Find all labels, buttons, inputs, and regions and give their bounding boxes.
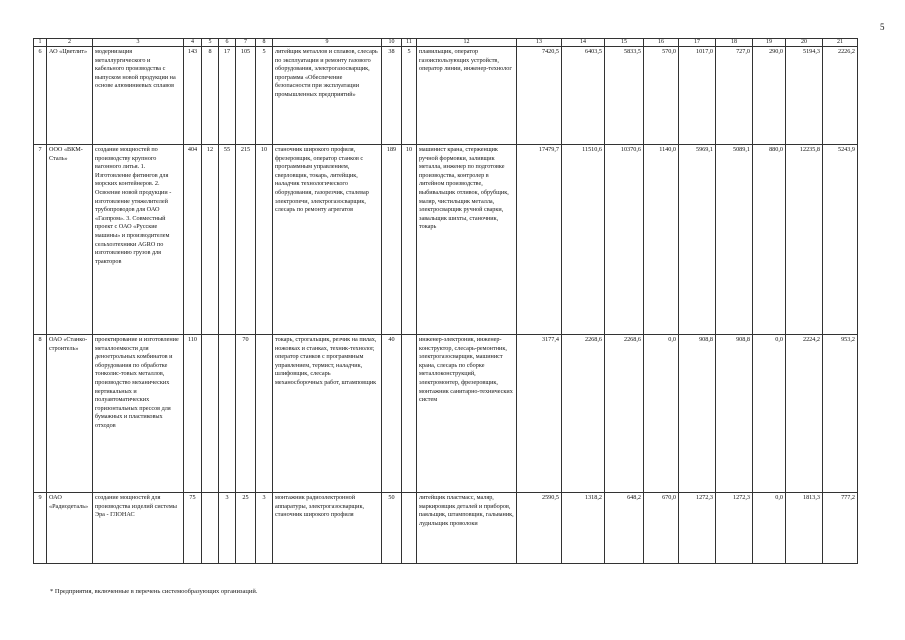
cell-c5: 12 <box>202 145 219 335</box>
cell-c15: 2268,6 <box>605 335 644 493</box>
cell-c8: 3 <box>256 493 273 564</box>
row-number: 6 <box>34 47 47 145</box>
column-header: 19 <box>753 39 786 47</box>
column-header: 8 <box>256 39 273 47</box>
cell-c21: 777,2 <box>823 493 858 564</box>
cell-c13: 2590,5 <box>517 493 562 564</box>
project-description: модернизация металлургического и кабельного производства с выпуском новой продукции на основе алюминиевых сплавов <box>93 47 184 145</box>
organization-name: ОАО «Радиодеталь» <box>47 493 93 564</box>
column-header: 17 <box>679 39 716 47</box>
cell-c14: 1318,2 <box>562 493 605 564</box>
cell-c21: 5243,9 <box>823 145 858 335</box>
cell-c15: 10370,6 <box>605 145 644 335</box>
cell-c13: 17479,7 <box>517 145 562 335</box>
column-header: 18 <box>716 39 753 47</box>
cell-c11 <box>402 493 417 564</box>
cell-c4: 110 <box>184 335 202 493</box>
professions-list: литейщик металлов и сплавов, слесарь по эксплуатации и ремонту газового оборудования, электрогазосварщик, программа «Обеспечение безопасности при эксплуатации промышленных предприятий» <box>273 47 382 145</box>
cell-c5 <box>202 335 219 493</box>
column-header: 14 <box>562 39 605 47</box>
cell-c16: 670,0 <box>644 493 679 564</box>
professions-list-2: инженер-электроник, инженер-конструктор, слесарь-ремонтник, электрогазосварщик, машинист крана, слесарь по сборке металлоконструкций, электромонтер, фрезеровщик, монтажник санитарно-технических систем <box>417 335 517 493</box>
enterprises-table <box>33 38 858 564</box>
cell-c18: 727,0 <box>716 47 753 145</box>
professions-list-2: плавильщик, оператор газоиспользующих устройств, оператор линии, инженер-технолог <box>417 47 517 145</box>
cell-c7: 215 <box>236 145 256 335</box>
row-number: 7 <box>34 145 47 335</box>
cell-c10: 38 <box>382 47 402 145</box>
column-header: 21 <box>823 39 858 47</box>
cell-c7: 25 <box>236 493 256 564</box>
cell-c16: 0,0 <box>644 335 679 493</box>
column-header: 6 <box>219 39 236 47</box>
cell-c14: 2268,6 <box>562 335 605 493</box>
column-header: 2 <box>47 39 93 47</box>
professions-list: станочник широкого профиля, фрезеровщик, оператор станков с программным управлением, сверловщик, токарь, литейщик, наладчик технологического оборудования, газорезчик, сталевар электропечи, электрогазосварщик, слесарь по ремонту агрегатов <box>273 145 382 335</box>
cell-c6: 17 <box>219 47 236 145</box>
cell-c4: 75 <box>184 493 202 564</box>
professions-list: токарь, строгальщик, резчик на пилах, ножовках и станках, техник-технолог, оператор станков с программным управлением, термист, наладчик, шлифовщик, слесарь механосборочных работ, штамповщик <box>273 335 382 493</box>
cell-c20: 2224,2 <box>786 335 823 493</box>
page-number: 5 <box>880 22 885 32</box>
column-header: 5 <box>202 39 219 47</box>
cell-c21: 2226,2 <box>823 47 858 145</box>
column-header: 13 <box>517 39 562 47</box>
cell-c17: 5969,1 <box>679 145 716 335</box>
column-header: 9 <box>273 39 382 47</box>
cell-c11: 5 <box>402 47 417 145</box>
cell-c11 <box>402 335 417 493</box>
cell-c8 <box>256 335 273 493</box>
cell-c19: 0,0 <box>753 335 786 493</box>
organization-name: ООО «ВКМ-Сталь» <box>47 145 93 335</box>
table-row <box>34 335 858 493</box>
table-row <box>34 145 858 335</box>
cell-c10: 40 <box>382 335 402 493</box>
project-description: создание мощностей для производства изделий системы Эра - ГЛОНАС <box>93 493 184 564</box>
project-description: создание мощностей по производству крупного вагонного литья. 1. Изготовление фитингов для морских контейнеров. 2. Освоение новой продукции - изготовление утяжелителей трубопроводов для ОАО «Газпром». 3. Совместный проект с ОАО «Русские машины» и производителем сельхозтехники АGRO по изготовлению грузов для тракторов <box>93 145 184 335</box>
column-header: 4 <box>184 39 202 47</box>
column-header: 16 <box>644 39 679 47</box>
cell-c8: 5 <box>256 47 273 145</box>
cell-c19: 880,0 <box>753 145 786 335</box>
cell-c6: 55 <box>219 145 236 335</box>
cell-c20: 5194,3 <box>786 47 823 145</box>
cell-c7: 70 <box>236 335 256 493</box>
cell-c15: 648,2 <box>605 493 644 564</box>
cell-c14: 6403,5 <box>562 47 605 145</box>
cell-c18: 908,8 <box>716 335 753 493</box>
cell-c10: 50 <box>382 493 402 564</box>
footnote: * Предприятия, включенные в перечень системообразующих организаций. <box>50 588 258 595</box>
project-description: проектирование и изготовление металлоемкости для деноетрольных комбинатов и оборудования по обработке тонколис-товых металлов, производство механических вертикальных и полуавтоматических горизонтальных прессов для бумажных и пластиковых отходов <box>93 335 184 493</box>
cell-c19: 0,0 <box>753 493 786 564</box>
professions-list-2: машинист крана, стерженщик ручной формовки, заливщик металла, инженер по подготовке производства, контролер в литейном производстве, выбивальщик отливок, обрубщик, маляр, чистильщик металла, электросварщик ручной сварки, завальщик шихты, станочник, токарь <box>417 145 517 335</box>
cell-c17: 908,8 <box>679 335 716 493</box>
column-header: 3 <box>93 39 184 47</box>
cell-c18: 1272,3 <box>716 493 753 564</box>
cell-c20: 1813,3 <box>786 493 823 564</box>
table-row <box>34 493 858 564</box>
cell-c14: 11510,6 <box>562 145 605 335</box>
column-header: 10 <box>382 39 402 47</box>
cell-c13: 7420,5 <box>517 47 562 145</box>
cell-c21: 953,2 <box>823 335 858 493</box>
cell-c18: 5089,1 <box>716 145 753 335</box>
column-header: 15 <box>605 39 644 47</box>
professions-list: монтажник радиоэлектронной аппаратуры, электрогазосварщик, станочник широкого профиля <box>273 493 382 564</box>
organization-name: АО «Цветлит» <box>47 47 93 145</box>
column-header: 7 <box>236 39 256 47</box>
cell-c6: 3 <box>219 493 236 564</box>
cell-c17: 1017,0 <box>679 47 716 145</box>
cell-c17: 1272,3 <box>679 493 716 564</box>
organization-name: ОАО «Станко-строитель» <box>47 335 93 493</box>
column-header: 11 <box>402 39 417 47</box>
cell-c4: 404 <box>184 145 202 335</box>
cell-c15: 5833,5 <box>605 47 644 145</box>
cell-c7: 105 <box>236 47 256 145</box>
cell-c5 <box>202 493 219 564</box>
column-header: 20 <box>786 39 823 47</box>
cell-c11: 10 <box>402 145 417 335</box>
column-header: 1 <box>34 39 47 47</box>
cell-c19: 290,0 <box>753 47 786 145</box>
cell-c13: 3177,4 <box>517 335 562 493</box>
cell-c16: 570,0 <box>644 47 679 145</box>
column-header: 12 <box>417 39 517 47</box>
cell-c20: 12235,8 <box>786 145 823 335</box>
cell-c4: 143 <box>184 47 202 145</box>
row-number: 9 <box>34 493 47 564</box>
table-row <box>34 47 858 145</box>
professions-list-2: литейщик пластмасс, маляр, маркировщик деталей и приборов, паяльщик, штамповщик, гальваник, лудильщик проволоки <box>417 493 517 564</box>
row-number: 8 <box>34 335 47 493</box>
column-number-row <box>34 39 858 47</box>
cell-c6 <box>219 335 236 493</box>
cell-c10: 189 <box>382 145 402 335</box>
cell-c16: 1140,0 <box>644 145 679 335</box>
cell-c8: 10 <box>256 145 273 335</box>
cell-c5: 8 <box>202 47 219 145</box>
